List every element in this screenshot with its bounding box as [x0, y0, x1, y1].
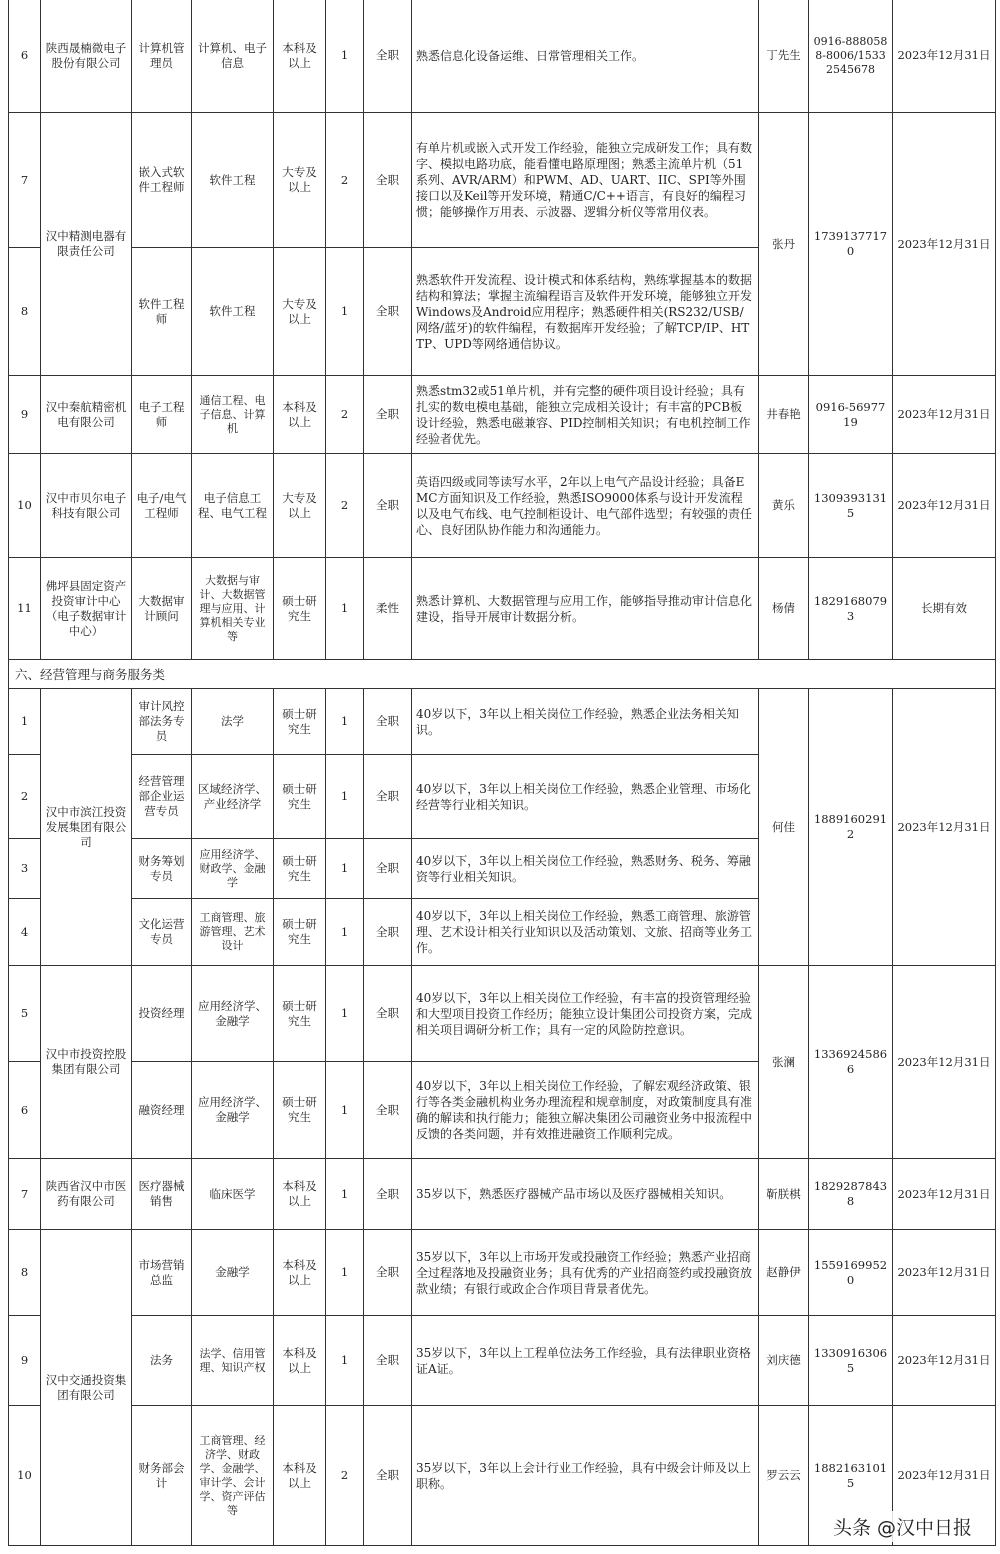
- headcount-cell: 1: [326, 1062, 364, 1159]
- table-row: [9, 1316, 996, 1406]
- contact-cell: 何佳: [759, 689, 809, 966]
- deadline-cell: 2023年12月31日: [893, 454, 996, 558]
- major-cell: 金融学: [192, 1230, 274, 1316]
- row-number: 10: [9, 454, 41, 558]
- company-cell: 汉中精测电器有限责任公司: [41, 113, 132, 376]
- job-type-cell: 全职: [364, 899, 412, 966]
- company-cell: 陕西省汉中市医药有限公司: [41, 1159, 132, 1230]
- deadline-cell: 2023年12月31日: [893, 376, 996, 454]
- position-cell: 医疗器械销售: [132, 1159, 192, 1230]
- contact-cell: 杨倩: [759, 558, 809, 660]
- deadline-cell: 2023年12月31日: [893, 966, 996, 1159]
- requirement-cell: 英语四级或同等读写水平，2年以上电气产品设计经验；具备EMC方面知识及工作经验，熟悉ISO9000体系与设计开发流程以及电气布线、电气控制柜设计、电气部件选型；有较强的责任心、良好团队协作能力和沟通能力。: [412, 454, 759, 558]
- headcount-cell: 1: [326, 966, 364, 1062]
- education-cell: 硕士研究生: [274, 899, 326, 966]
- phone-cell: 13093931315: [809, 454, 893, 558]
- deadline-cell: 2023年12月31日: [893, 113, 996, 376]
- row-number: 9: [9, 376, 41, 454]
- position-cell: 软件工程师: [132, 248, 192, 376]
- contact-cell: 井春艳: [759, 376, 809, 454]
- major-cell: 通信工程、电子信息、计算机: [192, 376, 274, 454]
- row-number: 4: [9, 899, 41, 966]
- job-type-cell: 全职: [364, 1406, 412, 1546]
- headcount-cell: 1: [326, 689, 364, 755]
- job-type-cell: 全职: [364, 454, 412, 558]
- education-cell: 硕士研究生: [274, 839, 326, 899]
- job-type-cell: 全职: [364, 113, 412, 248]
- table-row: [9, 376, 996, 454]
- headcount-cell: 1: [326, 0, 364, 113]
- contact-cell: 张丹: [759, 113, 809, 376]
- position-cell: 大数据审计顾问: [132, 558, 192, 660]
- requirement-cell: 熟悉计算机、大数据管理与应用工作，能够指导推动审计信息化建设，指导开展审计数据分析。: [412, 558, 759, 660]
- education-cell: 本科及以上: [274, 376, 326, 454]
- row-number: 1: [9, 689, 41, 755]
- contact-cell: 靳朕棋: [759, 1159, 809, 1230]
- deadline-cell: 2023年12月31日: [893, 1406, 996, 1546]
- table-row: [9, 689, 996, 755]
- row-number: 8: [9, 248, 41, 376]
- education-cell: 硕士研究生: [274, 689, 326, 755]
- requirement-cell: 熟悉信息化设备运维、日常管理相关工作。: [412, 0, 759, 113]
- position-cell: 融资经理: [132, 1062, 192, 1159]
- company-cell: 汉中市贝尔电子科技有限公司: [41, 454, 132, 558]
- phone-cell: 17391377170: [809, 113, 893, 376]
- requirement-cell: 35岁以下，3年以上会计行业工作经验，具有中级会计师及以上职称。: [412, 1406, 759, 1546]
- section-row: [9, 660, 996, 689]
- requirement-cell: 40岁以下，3年以上相关岗位工作经验，有丰富的投资管理经验和大型项目投资工作经历；能独立设计集团公司投资方案，完成相关项目调研分析工作；具有一定的风险防控意识。: [412, 966, 759, 1062]
- phone-cell: 0916-5697719: [809, 376, 893, 454]
- headcount-cell: 1: [326, 839, 364, 899]
- deadline-cell: 长期有效: [893, 558, 996, 660]
- phone-cell: 0916-8880588-8006/15332545678: [809, 0, 893, 113]
- row-number: 5: [9, 966, 41, 1062]
- requirement-cell: 40岁以下，3年以上相关岗位工作经验，熟悉企业管理、市场化经营等行业相关知识。: [412, 755, 759, 839]
- company-cell: 佛坪县固定资产投资审计中心（电子数据审计中心）: [41, 558, 132, 660]
- job-type-cell: 全职: [364, 376, 412, 454]
- headcount-cell: 1: [326, 248, 364, 376]
- deadline-cell: 2023年12月31日: [893, 1230, 996, 1316]
- major-cell: 软件工程: [192, 113, 274, 248]
- row-number: 7: [9, 1159, 41, 1230]
- row-number: 11: [9, 558, 41, 660]
- phone-cell: 18291680793: [809, 558, 893, 660]
- position-cell: 计算机管理员: [132, 0, 192, 113]
- major-cell: 临床医学: [192, 1159, 274, 1230]
- major-cell: 软件工程: [192, 248, 274, 376]
- requirement-cell: 熟悉stm32或51单片机，并有完整的硬件项目设计经验；具有扎实的数电模电基础，能独立完成相关设计；有丰富的PCB板设计经验，熟悉电磁兼容、PID控制相关知识；有电机控制工作经验者优先。: [412, 376, 759, 454]
- row-number: 6: [9, 0, 41, 113]
- position-cell: 投资经理: [132, 966, 192, 1062]
- row-number: 7: [9, 113, 41, 248]
- position-cell: 嵌入式软件工程师: [132, 113, 192, 248]
- major-cell: 法学、信用管理、知识产权: [192, 1316, 274, 1406]
- headcount-cell: 2: [326, 113, 364, 248]
- education-cell: 硕士研究生: [274, 1062, 326, 1159]
- table-row: [9, 558, 996, 660]
- company-cell: 汉中交通投资集团有限公司: [41, 1230, 132, 1546]
- company-cell: 汉中市滨江投资发展集团有限公司: [41, 689, 132, 966]
- major-cell: 区域经济学、产业经济学: [192, 755, 274, 839]
- row-number: 8: [9, 1230, 41, 1316]
- table-row: [9, 1159, 996, 1230]
- education-cell: 本科及以上: [274, 1159, 326, 1230]
- position-cell: 审计风控部法务专员: [132, 689, 192, 755]
- requirement-cell: 35岁以下，3年以上工程单位法务工作经验，具有法律职业资格证A证。: [412, 1316, 759, 1406]
- requirement-cell: 40岁以下，3年以上相关岗位工作经验，熟悉财务、税务、筹融资等行业相关知识。: [412, 839, 759, 899]
- contact-cell: 黄乐: [759, 454, 809, 558]
- headcount-cell: 1: [326, 558, 364, 660]
- phone-cell: 18891602912: [809, 689, 893, 966]
- major-cell: 工商管理、经济学、财政学、金融学、审计学、会计学、资产评估等: [192, 1406, 274, 1546]
- headcount-cell: 1: [326, 755, 364, 839]
- position-cell: 电子/电气工程师: [132, 454, 192, 558]
- table-row: [9, 454, 996, 558]
- requirement-cell: 40岁以下，3年以上相关岗位工作经验，了解宏观经济政策、银行等各类金融机构业务办理流程和规章制度，对政策制度具有准确的解读和执行能力；能独立解决集团公司融资业务中报流程中反馈的各类问题，并有效推进融资工作顺利完成。: [412, 1062, 759, 1159]
- requirement-cell: 熟悉软件开发流程、设计模式和体系结构，熟练掌握基本的数据结构和算法；掌握主流编程语言及软件开发环境，能够独立开发Windows及Android应用程序；熟悉硬件相关(RS232/USB/网络/蓝牙)的软件编程，有数据库开发经验；了解TCP/IP、HTTP、UPD等网络通信协议。: [412, 248, 759, 376]
- contact-cell: 丁先生: [759, 0, 809, 113]
- deadline-cell: 2023年12月31日: [893, 1159, 996, 1230]
- phone-cell: 15591699520: [809, 1230, 893, 1316]
- major-cell: 应用经济学、财政学、金融学: [192, 839, 274, 899]
- major-cell: 电子信息工程、电气工程: [192, 454, 274, 558]
- major-cell: 应用经济学、金融学: [192, 1062, 274, 1159]
- row-number: 9: [9, 1316, 41, 1406]
- deadline-cell: 2023年12月31日: [893, 1316, 996, 1406]
- position-cell: 市场营销总监: [132, 1230, 192, 1316]
- watermark: 头条 @汉中日报: [827, 1511, 978, 1542]
- requirement-cell: 35岁以下，熟悉医疗器械产品市场以及医疗器械相关知识。: [412, 1159, 759, 1230]
- job-type-cell: 全职: [364, 1062, 412, 1159]
- requirement-cell: 有单片机或嵌入式开发工作经验，能独立完成研发工作；具有数字、模拟电路功底，能看懂电路原理图；熟悉主流单片机（51系列、AVR/ARM）和PWM、AD、UART、IIC、SPI等外围接口以及Keil等开发环境，精通C/C++语言，有良好的编程习惯；能够操作万用表、示波器、逻辑分析仪等常用仪表。: [412, 113, 759, 248]
- headcount-cell: 1: [326, 1230, 364, 1316]
- phone-cell: 18821631015: [809, 1406, 893, 1546]
- job-type-cell: 全职: [364, 966, 412, 1062]
- phone-cell: 13369245866: [809, 966, 893, 1159]
- education-cell: 本科及以上: [274, 1230, 326, 1316]
- job-type-cell: 全职: [364, 1316, 412, 1406]
- table-row: [9, 966, 996, 1062]
- education-cell: 本科及以上: [274, 1406, 326, 1546]
- headcount-cell: 1: [326, 1316, 364, 1406]
- phone-cell: 13309163065: [809, 1316, 893, 1406]
- headcount-cell: 2: [326, 1406, 364, 1546]
- recruitment-table: [8, 0, 996, 1546]
- headcount-cell: 2: [326, 376, 364, 454]
- section-title: 六、经营管理与商务服务类: [9, 660, 996, 689]
- table-row: [9, 1230, 996, 1316]
- headcount-cell: 2: [326, 454, 364, 558]
- contact-cell: 张澜: [759, 966, 809, 1159]
- education-cell: 硕士研究生: [274, 558, 326, 660]
- job-type-cell: 全职: [364, 248, 412, 376]
- education-cell: 大专及以上: [274, 113, 326, 248]
- major-cell: 大数据与审计、大数据管理与应用、计算机相关专业等: [192, 558, 274, 660]
- education-cell: 硕士研究生: [274, 755, 326, 839]
- row-number: 2: [9, 755, 41, 839]
- company-cell: 汉中秦航精密机电有限公司: [41, 376, 132, 454]
- major-cell: 法学: [192, 689, 274, 755]
- job-type-cell: 全职: [364, 755, 412, 839]
- company-cell: 陕西晟楠微电子股份有限公司: [41, 0, 132, 113]
- education-cell: 大专及以上: [274, 248, 326, 376]
- position-cell: 法务: [132, 1316, 192, 1406]
- major-cell: 应用经济学、金融学: [192, 966, 274, 1062]
- job-type-cell: 全职: [364, 1159, 412, 1230]
- contact-cell: 刘庆德: [759, 1316, 809, 1406]
- contact-cell: 罗云云: [759, 1406, 809, 1546]
- company-cell: 汉中市投资控股集团有限公司: [41, 966, 132, 1159]
- major-cell: 工商管理、旅游管理、艺术设计: [192, 899, 274, 966]
- position-cell: 文化运营专员: [132, 899, 192, 966]
- row-number: 10: [9, 1406, 41, 1546]
- position-cell: 财务部会计: [132, 1406, 192, 1546]
- education-cell: 硕士研究生: [274, 966, 326, 1062]
- headcount-cell: 1: [326, 1159, 364, 1230]
- table-row: [9, 0, 996, 113]
- position-cell: 财务筹划专员: [132, 839, 192, 899]
- major-cell: 计算机、电子信息: [192, 0, 274, 113]
- education-cell: 本科及以上: [274, 1316, 326, 1406]
- headcount-cell: 1: [326, 899, 364, 966]
- requirement-cell: 35岁以下，3年以上市场开发或投融资工作经验；熟悉产业招商全过程落地及投融资业务；具有优秀的产业招商签约或投融资放款业绩；有银行或政企合作项目背景者优先。: [412, 1230, 759, 1316]
- deadline-cell: 2023年12月31日: [893, 689, 996, 966]
- row-number: 3: [9, 839, 41, 899]
- row-number: 6: [9, 1062, 41, 1159]
- position-cell: 电子工程师: [132, 376, 192, 454]
- job-type-cell: 全职: [364, 1230, 412, 1316]
- contact-cell: 赵静伊: [759, 1230, 809, 1316]
- job-type-cell: 全职: [364, 689, 412, 755]
- deadline-cell: 2023年12月31日: [893, 0, 996, 113]
- job-type-cell: 全职: [364, 0, 412, 113]
- position-cell: 经营管理部企业运营专员: [132, 755, 192, 839]
- requirement-cell: 40岁以下，3年以上相关岗位工作经验，熟悉工商管理、旅游管理、艺术设计相关行业知识以及活动策划、文旅、招商等业务工作。: [412, 899, 759, 966]
- education-cell: 本科及以上: [274, 0, 326, 113]
- requirement-cell: 40岁以下，3年以上相关岗位工作经验，熟悉企业法务相关知识。: [412, 689, 759, 755]
- job-type-cell: 柔性: [364, 558, 412, 660]
- job-type-cell: 全职: [364, 839, 412, 899]
- phone-cell: 18292878438: [809, 1159, 893, 1230]
- table-row: [9, 113, 996, 248]
- education-cell: 大专及以上: [274, 454, 326, 558]
